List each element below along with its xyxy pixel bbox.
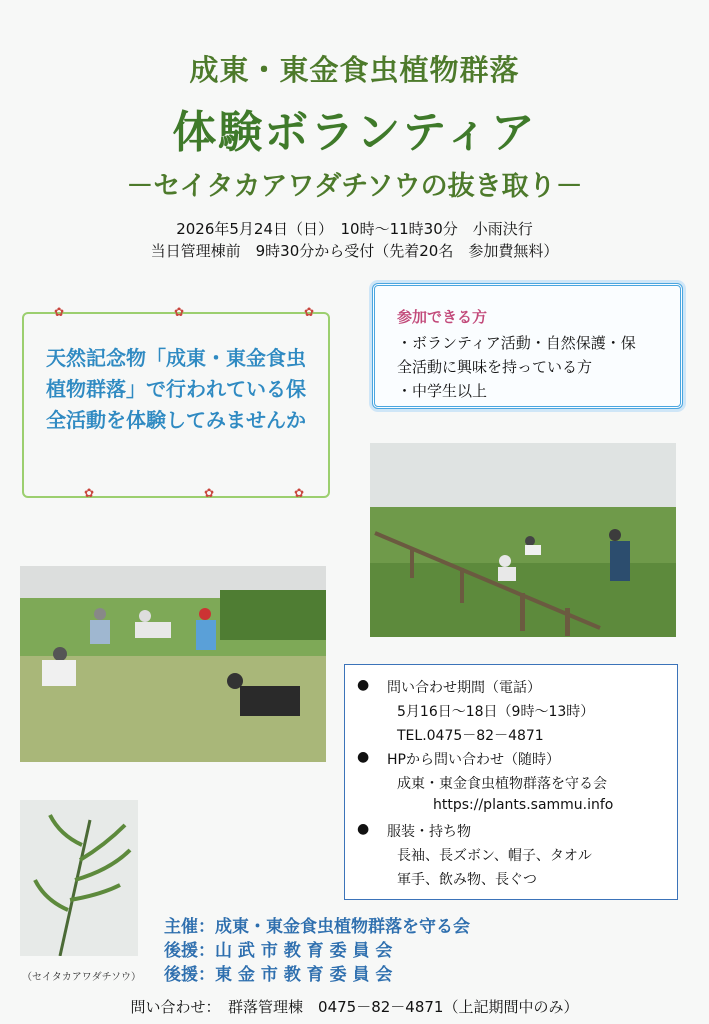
flower-icon: ✿ [294, 486, 305, 500]
title-line3: －セイタカアワダチソウの抜き取り－ [126, 171, 583, 202]
clothing-line1: 長袖、長ズボン、帽子、タオル [397, 848, 592, 864]
intro-text: 天然記念物「成東・東金食虫植物群落」で行われている保全活動を体験してみませんか [46, 346, 306, 432]
hp-url[interactable]: https://plants.sammu.info [433, 797, 614, 813]
supporter-2: 後援：東 金 市 教 育 委 員 会 [164, 965, 393, 985]
hp-heading: HPから問い合わせ（随時） [387, 752, 560, 768]
info-box [344, 664, 678, 900]
flower-icon: ✿ [204, 486, 215, 500]
eligibility-box [372, 283, 683, 409]
event-place: 当日管理棟前 9時30分から受付（先着20名 参加費無料） [150, 242, 559, 260]
eligibility-item: 全活動に興味を持っている方 [397, 358, 593, 376]
photo-caption: （セイタカアワダチソウ） [22, 972, 141, 983]
eligibility-heading: 参加できる方 [397, 308, 488, 326]
inquiry-tel: TEL.0475－82－4871 [397, 728, 544, 744]
title-line1: 成東・東金食虫植物群落 [189, 53, 520, 87]
bullet-icon: ● [357, 821, 370, 837]
inquiry-period: 5月16日～18日（9時～13時） [397, 704, 595, 720]
eligibility-item: ・中学生以上 [397, 382, 488, 400]
volunteer-photo-field [370, 443, 676, 637]
bullet-icon: ● [357, 677, 370, 693]
supporter-1: 後援：山 武 市 教 育 委 員 会 [164, 941, 393, 961]
clothing-line2: 軍手、飲み物、長ぐつ [397, 872, 537, 888]
flower-icon: ✿ [54, 305, 65, 319]
bullet-icon: ● [357, 749, 370, 765]
clothing-heading: 服装・持ち物 [387, 824, 471, 840]
event-date: 2026年5月24日（日） 10時～11時30分 小雨決行 [176, 220, 533, 238]
goldenrod-photo [20, 800, 138, 956]
inquiry-heading: 問い合わせ期間（電話） [387, 680, 541, 696]
flower-icon: ✿ [174, 305, 185, 319]
organizer: 主催：成東・東金食虫植物群落を守る会 [164, 917, 470, 937]
hp-org: 成東・東金食虫植物群落を守る会 [397, 776, 607, 792]
eligibility-item: ・ボランティア活動・自然保護・保 [397, 334, 636, 352]
title-line2: 体験ボランティア [172, 107, 537, 158]
footer-contact: 問い合わせ： 群落管理棟 0475－82－4871（上記期間中のみ） [130, 998, 579, 1016]
flower-icon: ✿ [84, 486, 95, 500]
volunteer-photo-grass [20, 566, 326, 762]
flower-icon: ✿ [304, 305, 315, 319]
